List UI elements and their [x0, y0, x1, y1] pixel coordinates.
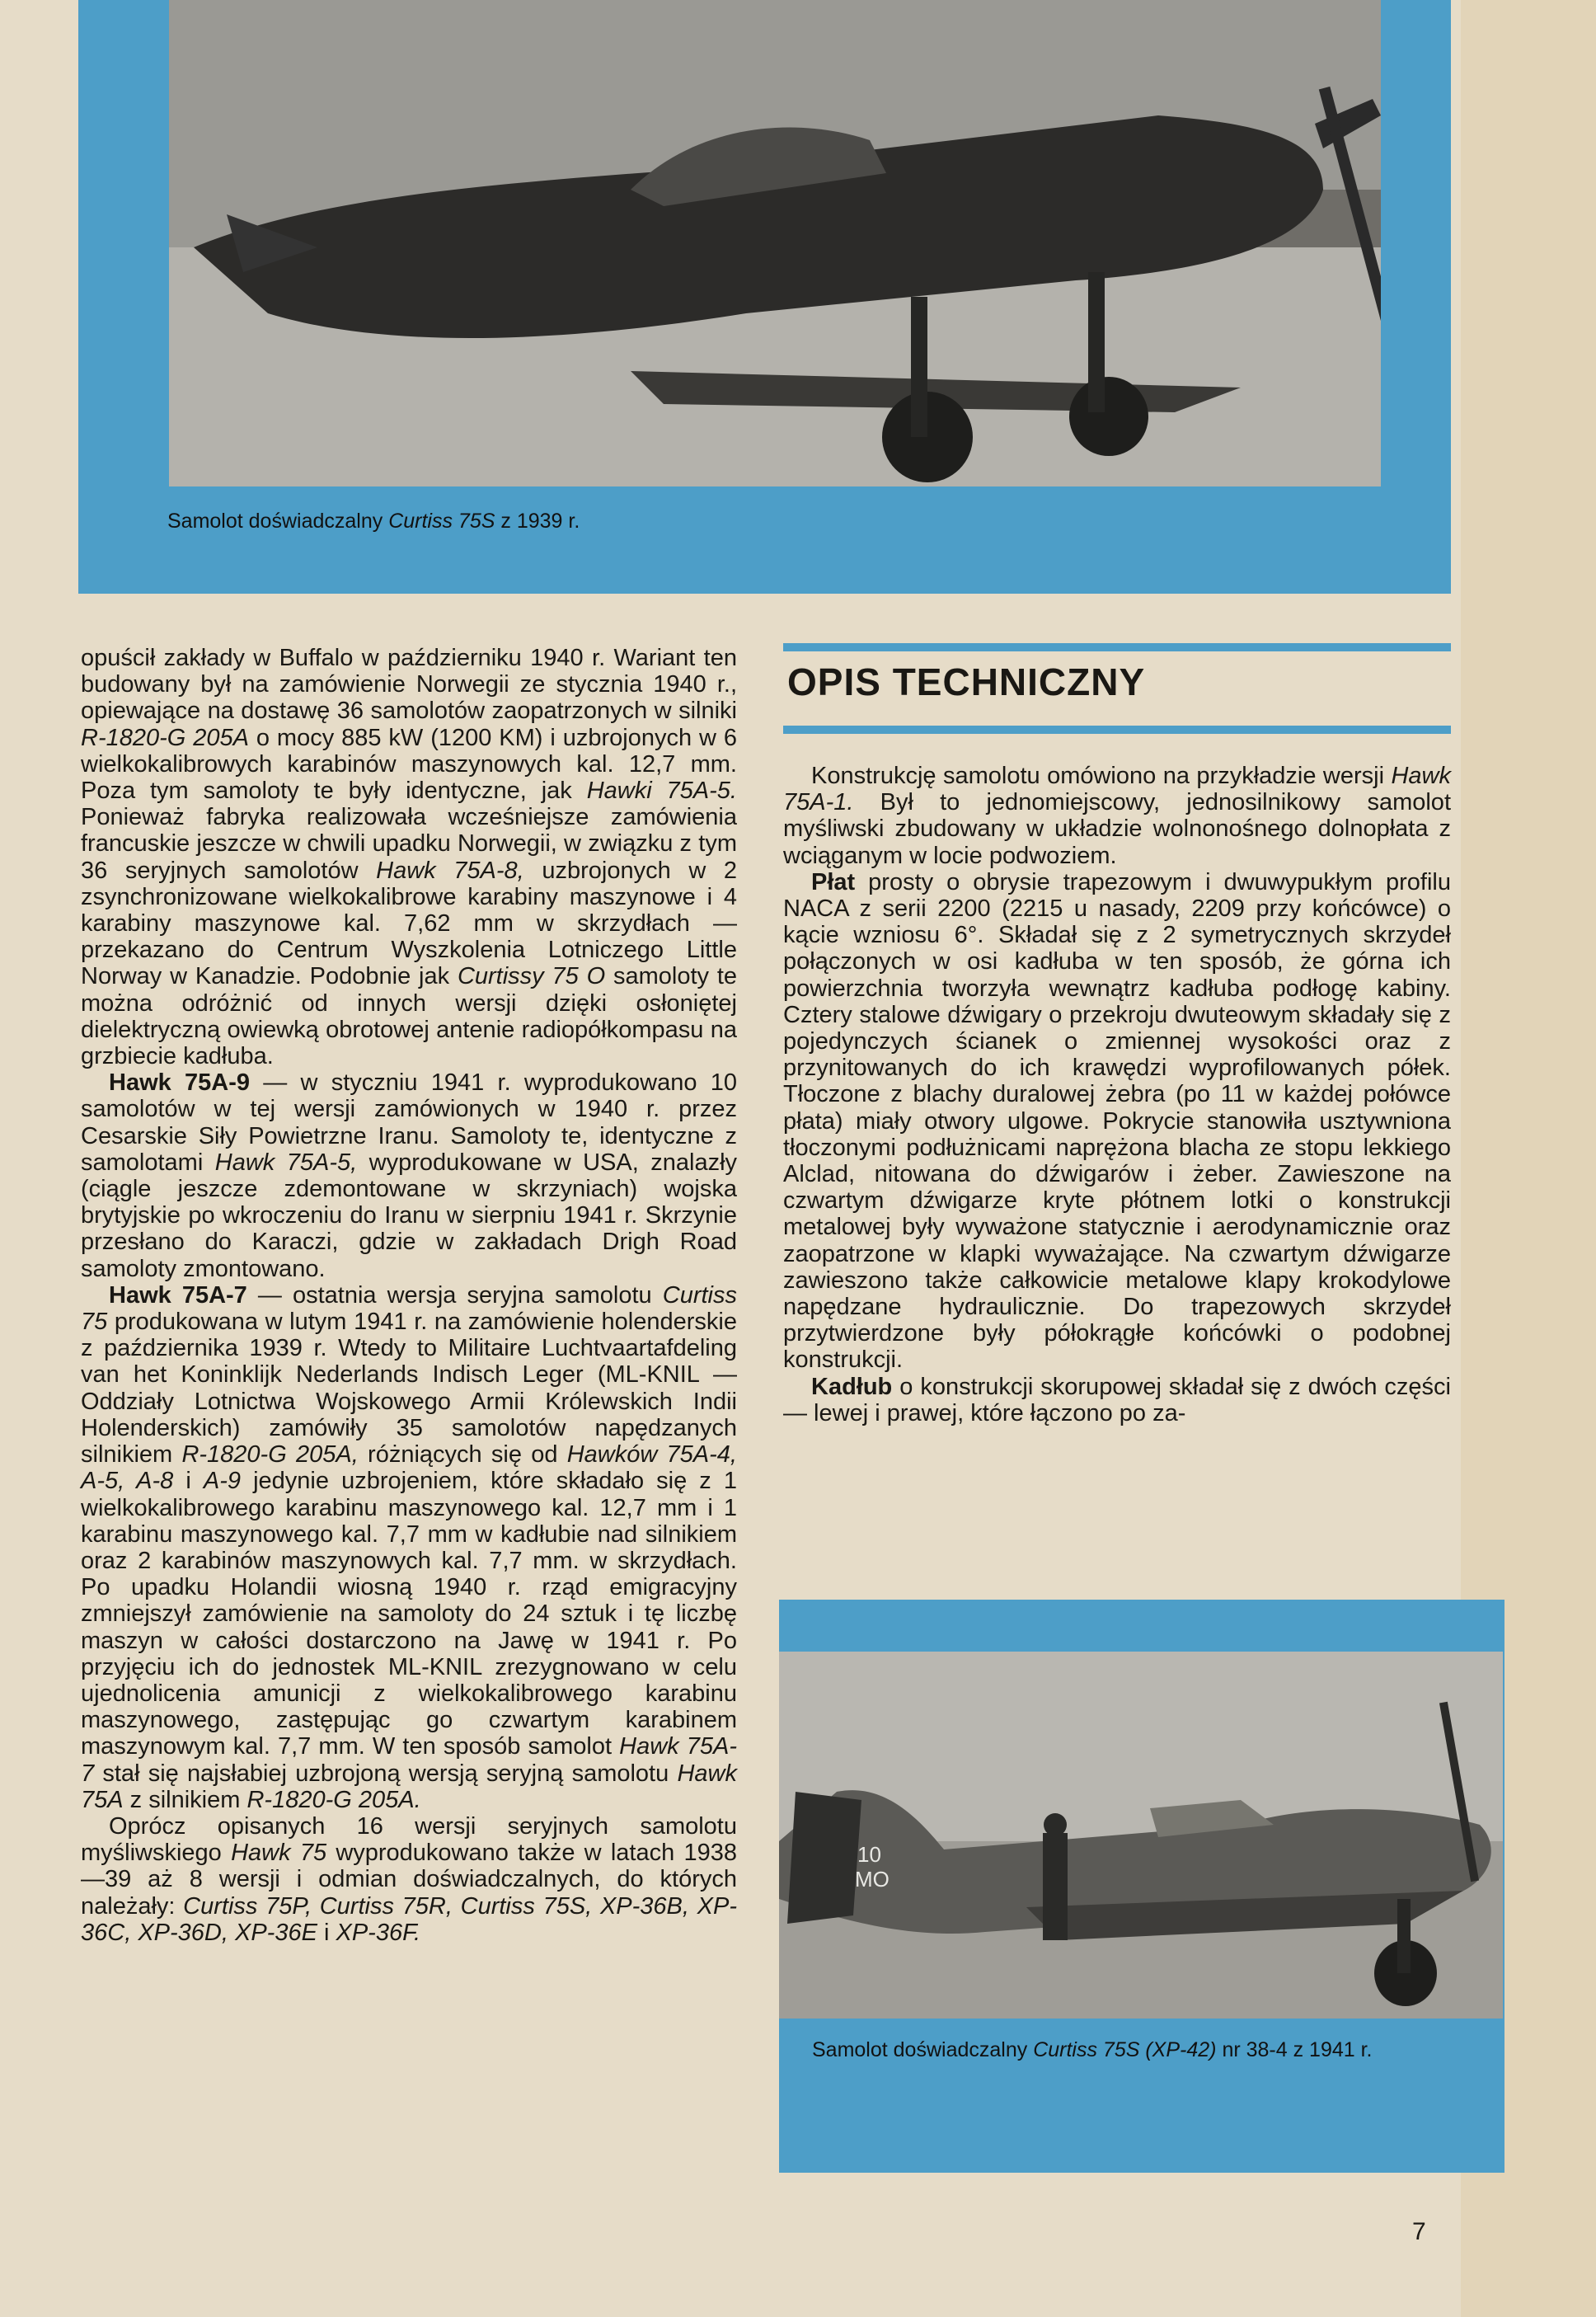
fuselage-marking-2: MO [855, 1867, 890, 1892]
paragraph [783, 1374, 1451, 1426]
heading-rule-top [783, 643, 1451, 651]
text-run: i [173, 1468, 204, 1495]
text-run: o mocy 885 kW (1200 KM) i uzbrojonych w 6 wielkokalibrowych karabinów maszynowych kal. 12,7 mm. Poza tym samoloty te były identyczne, jak [81, 724, 737, 805]
italic-term: R-1820-G 205A. [246, 1786, 421, 1813]
text-run: stał się najsłabiej uzbrojoną wersją seryjną samolotu [94, 1760, 678, 1787]
italic-term: Hawków 75A-4, A-5, A-8 [81, 1441, 737, 1495]
caption-text: nr 38-4 z 1941 r. [1216, 2038, 1373, 2061]
heading-rule-bottom [783, 726, 1451, 734]
italic-term: R-1820-G 205A [81, 724, 249, 751]
section-title: OPIS TECHNICZNY [787, 660, 1146, 703]
bold-term: Hawk 75A-9 [109, 1069, 251, 1097]
italic-term: Curtissy 75 O [457, 963, 606, 990]
text-run: prosty o obrysie trapezowym i dwuwypukłym profilu NACA z serii 2200 (2215 u nasady, 2209 przy końcówce) o kącie wzniosu 6°. Składał się z 2 symetrycznych skrzydeł połączonych w osi kadłuba w ten sposób, że górna ich powierzchnia tworzyła wewnątrz kadłuba podłogę kabiny. Cztery stalowe dźwigary o przekroju dwuteowym składały się z pojedynczych ścianek o zmiennej wysokości oraz z przynitowanych do ich krawędzi wyprofilowanych półek. Tłoczone z blachy duralowej żebra (po 11 w każdej połówce płata) miały otwory ulgowe. Pokrycie stanowiła usztywniona tłoczonymi podłużnicami naprężona blacha ze stopu lekkiego Alclad, nitowana do dźwigarów i żeber. Zawieszone na czwartym dźwigarze kryte płótnem lotki o konstrukcji metalowej były wyważone statycznie i aerodynamicznie oraz zaopatrzone w klapki wyważające. Na czwartym dźwigarze zawieszono także całkowicie metalowe klapy krokodylowe napędzane hydraulicznie. Do trapezowych skrzydeł przytwierdzone były półokrągłe końcówki o podobnej konstrukcji. [783, 868, 1451, 1374]
text-run: jedynie uzbrojeniem, które składało się z 1 wielkokalibrowego karabinu maszynowego kal. 12,7 mm i 1 karabinu maszynowego kal. 7,7 mm w kadłubie nad silnikiem oraz 2 karabinów maszynowych kal. 7,7 mm. w skrzydłach. Po upadku Holandii wiosną 1940 r. rząd emigracyjny zmniejszył zamówienie na samoloty do 24 sztuk i tę liczbę maszyn w całości dostarczono na Jawę w 1941 r. Po przyjęciu ich do jednostek ML-KNIL zrezygnowano w celu ujednolicenia amunicji z wielkokalibrowego karabinu maszynowego, zastępując go czwartym karabinem maszynowym kal. 7,7 mm. W ten sposób samolot [81, 1468, 737, 1760]
caption-aircraft-name: Curtiss 75S [388, 510, 495, 533]
text-run: Oprócz opisanych 16 wersji seryjnych samolotu myśliwskiego [81, 1812, 737, 1867]
paragraph [81, 645, 737, 1069]
paragraph [81, 1813, 737, 1946]
text-run: i [317, 1919, 336, 1946]
text-run: samoloty te można odróżnić od innych wersji dzięki osłoniętej dielektryczną owiewką obrotowej antenie radiopółkompasu na grzbiecie kadłuba. [81, 963, 738, 1070]
caption-text: Samolot doświadczalny [167, 510, 389, 533]
italic-term: Hawk 75 [231, 1840, 327, 1867]
italic-term: Hawk 75A-8, [376, 857, 524, 884]
paragraph [81, 1282, 737, 1813]
top-photo-caption [167, 510, 580, 533]
paragraph [783, 869, 1451, 1374]
text-run: Konstrukcję samolotu omówiono na przykładzie wersji [811, 763, 1392, 789]
caption-text: Samolot doświadczalny [812, 2038, 1034, 2061]
bold-term: Kadłub [811, 1373, 893, 1400]
bold-term: Hawk 75A-7 [109, 1281, 247, 1309]
italic-term: Hawk 75A [81, 1760, 737, 1813]
italic-term: Hawk 75A-1. [783, 763, 1451, 816]
text-run: o konstrukcji skorupowej składał się z dwóch części — lewej i prawej, które łączono po za- [783, 1373, 1451, 1426]
text-run: uzbrojonych w 2 zsynchronizowane wielkokalibrowe karabiny maszynowe i 4 karabiny maszynowe kal. 7,62 mm w skrzydłach — przekazano do Centrum Wyszkolenia Lotniczego Little Norway w Kanadzie. Podobnie jak [81, 857, 737, 990]
bottom-aircraft-photo [779, 1652, 1503, 2019]
bottom-photo-caption [812, 2038, 1455, 2061]
text-run: Ponieważ fabryka realizowała wcześniejsze zamówienia francuskie jeszcze w chwili upadku Norwegii, w związku z tym 36 seryjnych samolotów [81, 804, 737, 884]
italic-term: XP-36F. [336, 1919, 421, 1946]
fuselage-marking-1: 10 [857, 1842, 881, 1867]
italic-term: A-9 [203, 1468, 242, 1495]
text-run: — ostatnia wersja seryjna samolotu [246, 1281, 663, 1309]
italic-term: R-1820-G 205A, [181, 1441, 359, 1469]
italic-term: Curtiss 75 [81, 1281, 737, 1336]
text-run: produkowana w lutym 1941 r. na zamówienie holenderskie z października 1939 r. Wtedy to Militaire Luchtvaartafdeling van het Koninklijk Nederlands Indisch Leger (ML-KNIL — Oddziały Lotnictwa Wojskowego Armii Królewskich Indii Holenderskich) zamówiły 35 samolotów napędzanych silnikiem [81, 1309, 737, 1469]
italic-term: Hawki 75A-5. [586, 778, 737, 805]
caption-text: z 1939 r. [495, 510, 580, 533]
italic-term: Curtiss 75P, Curtiss 75R, Curtiss 75S, XP-36B, XP-36C, XP-36D, XP-36E [81, 1892, 737, 1946]
italic-term: Hawk 75A-5, [214, 1149, 358, 1176]
text-run: Był to jednomiejscowy, jednosilnikowy samolot myśliwski zbudowany w układzie wolnonośnego dolnopłata z wciąganym w locie podwoziem. [783, 789, 1451, 869]
text-run: — w styczniu 1941 r. wyprodukowano 10 samolotów w tej wersji zamówionych w 1940 r. przez Cesarskie Siły Powietrzne Iranu. Samoloty te, identyczne z samolotami [81, 1069, 737, 1176]
top-aircraft-photo [169, 0, 1381, 486]
text-run: wyprodukowane w USA, znalazły (ciągle jeszcze zdemontowane w skrzyniach) wojska brytyjskie po wkroczeniu do Iranu w sierpniu 1941 r. Skrzynie przesłano do Karaczi, gdzie w zakładach Drigh Road samoloty zmontowano. [81, 1149, 738, 1282]
text-run: opuścił zakłady w Buffalo w październiku 1940 r. Wariant ten budowany był na zamówienie Norwegii ze stycznia 1940 r., opiewające na dostawę 36 samolotów zaopatrzonych w silniki [81, 645, 737, 725]
text-run: różniących się od [358, 1441, 567, 1469]
bold-term: Płat [811, 868, 856, 895]
left-text-column [81, 645, 737, 1946]
caption-aircraft-name: Curtiss 75S (XP-42) [1033, 2038, 1217, 2061]
paragraph [783, 763, 1451, 869]
page-number: 7 [1412, 2218, 1426, 2245]
italic-term: Hawk 75A-7 [81, 1733, 738, 1787]
paragraph [81, 1069, 737, 1282]
right-text-column [783, 763, 1451, 1426]
text-run: wyprodukowano także w latach 1938—39 aż 8 wersji i odmian doświadczalnych, do których należały: [81, 1840, 738, 1920]
text-run: z silnikiem [123, 1786, 247, 1813]
